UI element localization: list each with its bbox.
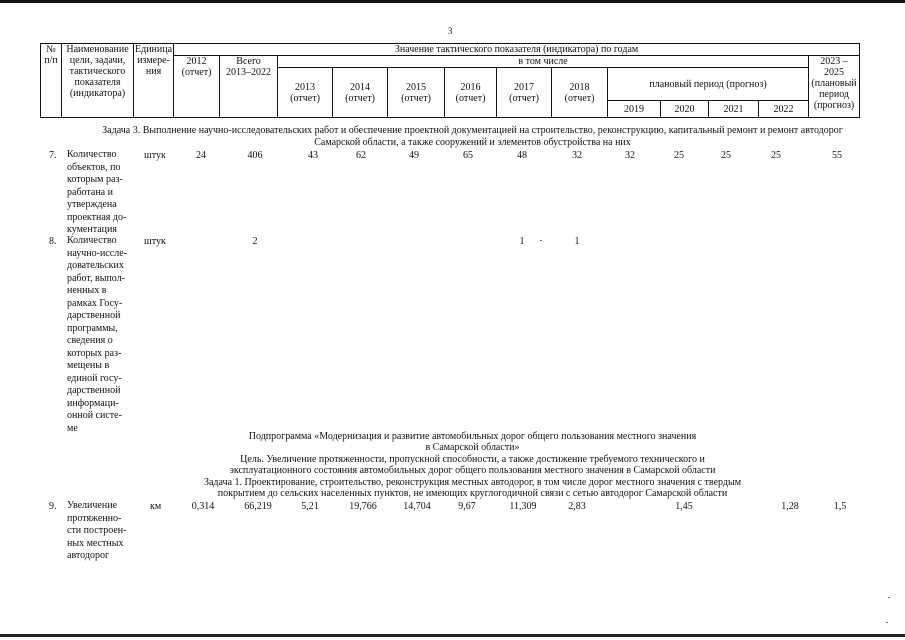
header-name: Наименование цели, задачи, тактического показателя (индикатора) (62, 44, 134, 118)
row-7-value-2014: 62 (356, 150, 366, 161)
row-9-value-2023-2025: 1,5 (833, 501, 847, 512)
bottom-border (0, 634, 905, 637)
subprogram-goal-line-2: эксплуатационного состояния автомобильных дорог общего пользования местного значения в Самарской области (229, 465, 716, 476)
subprogram-title-line-2: в Самарской области» (425, 442, 520, 453)
row-7-value-2019: 32 (625, 150, 635, 161)
subprogram-title-line-1: Подпрограмма «Модернизация и развитие автомобильных дорог общего пользования местного значения (248, 431, 697, 442)
header-including: в том числе (278, 56, 809, 68)
row-7-value-2018: 32 (572, 150, 582, 161)
row-9-number: 9. (49, 501, 57, 512)
top-border (0, 0, 905, 3)
header-group-title: Значение тактического показателя (индикатора) по годам (174, 44, 860, 56)
row-9-value-2018: 2,83 (568, 501, 586, 512)
row-9-value-2013: 5,21 (301, 501, 319, 512)
row-9-value-2012: 0,314 (191, 501, 215, 512)
row-8-value-2018: 1 (574, 236, 580, 247)
header-2016: 2016 (отчет) (445, 68, 497, 118)
row-7-value-2023-2025: 55 (832, 150, 842, 161)
subprogram-task-line-2: покрытием до сельских населенных пунктов, не имеющих круглогодичной связи с сетью автодорог Самарской области (217, 488, 728, 499)
row-9-value-2017: 11,309 (509, 501, 537, 512)
row-9-value-total: 66,219 (244, 501, 272, 512)
row-7-value-2015: 49 (409, 150, 419, 161)
header-2018: 2018 (отчет) (552, 68, 608, 118)
row-9-unit: км (150, 501, 162, 512)
row-9-value-2014: 19,766 (349, 501, 377, 512)
header-2014: 2014 (отчет) (333, 68, 388, 118)
header-2017: 2017 (отчет) (497, 68, 552, 118)
row-7-value-2022: 25 (771, 150, 781, 161)
row-8-value-total: 2 (252, 236, 258, 247)
header-2019: 2019 (608, 101, 661, 118)
page-number: 3 (448, 26, 453, 36)
row-7-number: 7. (49, 150, 57, 161)
row-9-value-2015: 14,704 (403, 501, 431, 512)
row-8-value-2017: 1 (519, 236, 525, 247)
row-7-value-2013: 43 (308, 150, 318, 161)
header-2021: 2021 (709, 101, 759, 118)
scan-speck (886, 622, 888, 623)
header-2023-2025: 2023 – 2025 (плановый период (прогноз) (809, 56, 860, 118)
row-9-value-2022: 1,28 (781, 501, 799, 512)
task-3-line-2: Самарской области, а также сооружений и элементов обустройства на них (314, 137, 631, 148)
row-7-value-2021: 25 (721, 150, 731, 161)
row-7-value-2017: 48 (517, 150, 527, 161)
scan-speck (540, 240, 542, 241)
header-total: Всего 2013–2022 (220, 56, 278, 118)
row-8-unit: штук (144, 236, 166, 247)
row-7-value-2020: 25 (674, 150, 684, 161)
header-table (40, 43, 860, 118)
row-7-name: Количество объектов, по которым раз- работана и утверждена проектная до- кументация (67, 149, 127, 235)
header-2015: 2015 (отчет) (388, 68, 445, 118)
row-9-value-2016: 9,67 (458, 501, 476, 512)
subprogram-task-line-1: Задача 1. Проектирование, строительство, реконструкция местных автодорог, в том числе дорог местного значения с твердым (203, 477, 742, 488)
scan-speck (888, 597, 890, 598)
header-2022: 2022 (759, 101, 809, 118)
header-2020: 2020 (661, 101, 709, 118)
row-9-value-2020: 1,45 (675, 501, 693, 512)
row-8-name: Количество научно-иссле- довательских работ, выпол- ненных в рамках Госу- дарственной программы, сведения о которых раз- мещены в единой госу- дарственной информаци- онной систе- ме (67, 235, 127, 434)
row-8-number: 8. (49, 236, 57, 247)
row-7-value-2016: 65 (463, 150, 473, 161)
header-2013: 2013 (отчет) (278, 68, 333, 118)
header-unit: Единица измере- ния (134, 44, 174, 118)
header-planned-period: плановый период (прогноз) (608, 68, 809, 101)
row-7-value-total: 406 (247, 150, 263, 161)
row-9-name: Увеличение протяженно- сти построен- ных местных автодорог (67, 500, 127, 561)
task-3-line-1: Задача 3. Выполнение научно-исследовательских работ и обеспечение проектной документацией на строительство, реконструкцию, капитальный ремонт и ремонт автодорог (102, 125, 843, 136)
header-2012: 2012 (отчет) (174, 56, 220, 118)
row-7-unit: штук (144, 150, 166, 161)
header-num: № п/п (41, 44, 62, 118)
subprogram-goal-line-1: Цель. Увеличение протяженности, пропускной способности, а также достижение требуемого технического и (240, 454, 705, 465)
row-7-value-2012: 24 (196, 150, 206, 161)
